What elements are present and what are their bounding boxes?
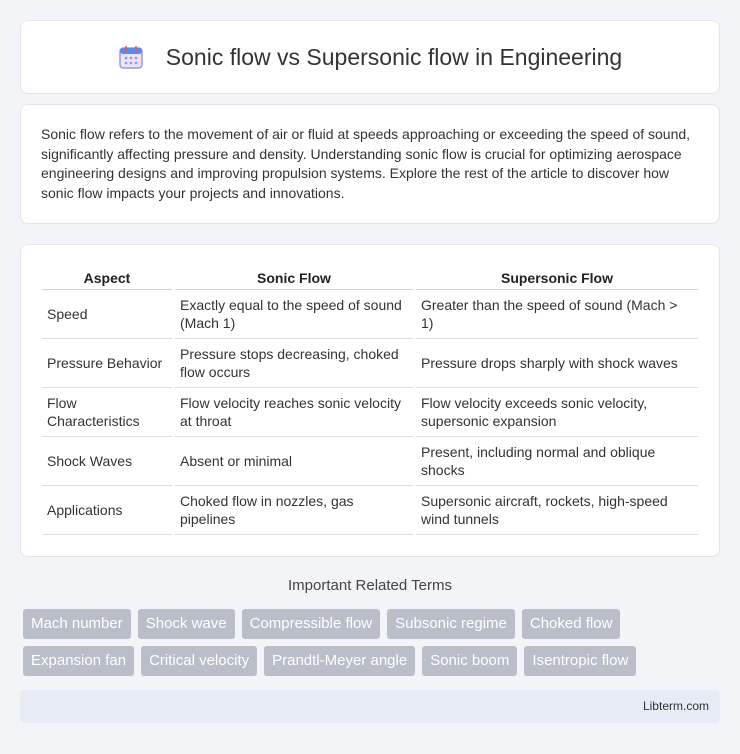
cell-sonic: Pressure stops decreasing, choked flow occurs [175, 339, 413, 388]
cell-aspect: Shock Waves [42, 437, 172, 486]
tag-prandtl-meyer-angle[interactable]: Prandtl-Meyer angle [264, 646, 415, 676]
related-terms-tags [23, 609, 723, 683]
cell-supersonic: Greater than the speed of sound (Mach > 1) [416, 290, 698, 339]
table-row [42, 486, 698, 535]
calendar-icon [118, 44, 144, 70]
table-header-row [42, 267, 698, 290]
tag-expansion-fan[interactable]: Expansion fan [23, 646, 134, 676]
cell-sonic: Absent or minimal [175, 437, 413, 486]
cell-aspect: Applications [42, 486, 172, 535]
cell-supersonic: Pressure drops sharply with shock waves [416, 339, 698, 388]
intro-text: Sonic flow refers to the movement of air or fluid at speeds approaching or exceeding the speed of sound, significantly affecting pressure and density. Understanding sonic flow is crucial for optimizing aerospace engineering designs and improving propulsion systems. Explore the rest of the article to discover how sonic flow impacts your projects and innovations. [41, 126, 691, 201]
table-row [42, 290, 698, 339]
tag-row [23, 609, 723, 639]
table-row [42, 388, 698, 437]
header-supersonic-flow: Supersonic Flow [416, 267, 698, 290]
cell-sonic: Exactly equal to the speed of sound (Mach 1) [175, 290, 413, 339]
tag-isentropic-flow[interactable]: Isentropic flow [524, 646, 636, 676]
cell-aspect: Flow Characteristics [42, 388, 172, 437]
cell-aspect: Speed [42, 290, 172, 339]
cell-supersonic: Present, including normal and oblique shocks [416, 437, 698, 486]
tag-mach-number[interactable]: Mach number [23, 609, 131, 639]
comparison-table [39, 267, 701, 535]
tag-sonic-boom[interactable]: Sonic boom [422, 646, 517, 676]
tag-compressible-flow[interactable]: Compressible flow [242, 609, 381, 639]
table-row [42, 339, 698, 388]
comparison-table-card [20, 244, 720, 557]
tag-choked-flow[interactable]: Choked flow [522, 609, 621, 639]
header-sonic-flow: Sonic Flow [175, 267, 413, 290]
cell-sonic: Flow velocity reaches sonic velocity at throat [175, 388, 413, 437]
header-aspect: Aspect [42, 267, 172, 290]
cell-supersonic: Flow velocity exceeds sonic velocity, supersonic expansion [416, 388, 698, 437]
table-row [42, 437, 698, 486]
intro-card [20, 104, 720, 224]
footer-site-link[interactable]: Libterm.com [642, 699, 709, 713]
cell-sonic: Choked flow in nozzles, gas pipelines [175, 486, 413, 535]
tag-shock-wave[interactable]: Shock wave [138, 609, 235, 639]
tag-row [23, 646, 723, 676]
page-title: Sonic flow vs Supersonic flow in Engineering [165, 43, 623, 70]
footer [20, 690, 720, 723]
tag-critical-velocity[interactable]: Critical velocity [141, 646, 257, 676]
tag-subsonic-regime[interactable]: Subsonic regime [387, 609, 515, 639]
related-terms-title: Important Related Terms [288, 577, 452, 594]
cell-supersonic: Supersonic aircraft, rockets, high-speed wind tunnels [416, 486, 698, 535]
title-card [20, 20, 720, 94]
cell-aspect: Pressure Behavior [42, 339, 172, 388]
